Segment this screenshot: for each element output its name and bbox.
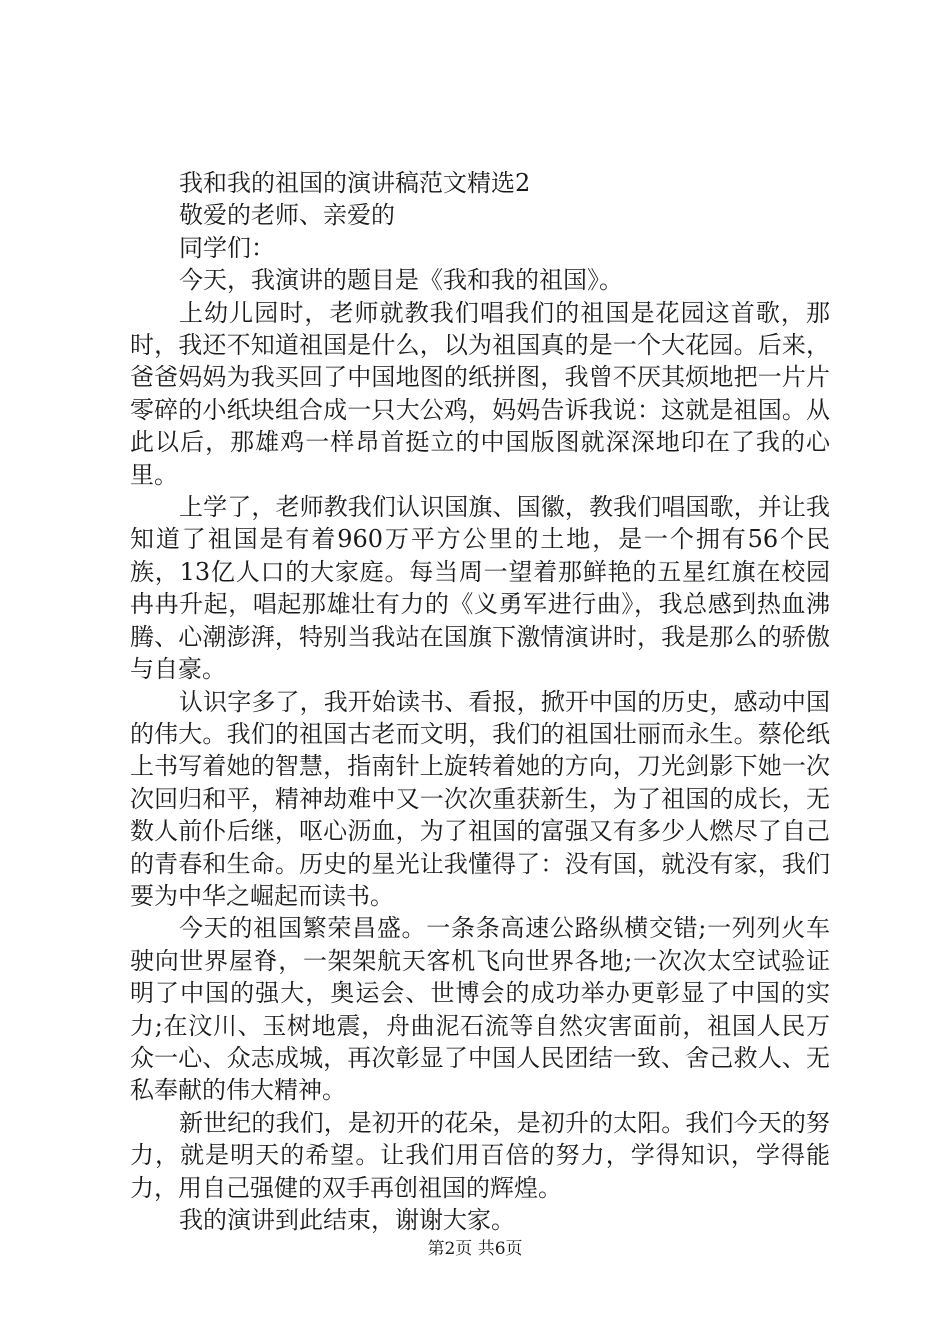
document-body [130, 167, 830, 1236]
page-number-footer: 第2页 共6页 [427, 1239, 523, 1259]
paragraph-school: 上学了，老师教我们认识国旗、国徽，教我们唱国歌，并让我知道了祖国是有着960万平方公里的土地，是一个拥有56个民族，13亿人口的大家庭。每当周一望着那鲜艳的五星红旗在校园冉冉升起，唱起那雄壮有力的《义勇军进行曲》，我总感到热血沸腾、心潮澎湃，特别当我站在国旗下激情演讲时，我是那么的骄傲与自豪。 [130, 493, 830, 684]
intro-line: 今天，我演讲的题目是《我和我的祖国》。 [179, 266, 623, 295]
document-title: 我和我的祖国的演讲稿范文精选2 [179, 169, 531, 197]
paragraph-kindergarten: 上幼儿园时，老师就教我们唱我们的祖国是花园这首歌，那时，我还不知道祖国是什么，以为祖国真的是一个大花园。后来，爸爸妈妈为我买回了中国地图的纸拼图，我曾不厌其烦地把一片片零碎的小纸块组合成一只大公鸡，妈妈告诉我说：这就是祖国。从此以后，那雄鸡一样昂首挺立的中国版图就深深地印在了我的心里。 [130, 298, 830, 489]
paragraph-today: 今天的祖国繁荣昌盛。一条条高速公路纵横交错;一列列火车驶向世界屋脊，一架架航天客机飞向世界各地;一次次太空试验证明了中国的强大，奥运会、世博会的成功举办更彰显了中国的实力;在汶川、玉树地震，舟曲泥石流等自然灾害面前，祖国人民万众一心、众志成城，再次彰显了中国人民团结一致、舍己救人、无私奉献的伟大精神。 [130, 914, 830, 1105]
paragraph-new-century: 新世纪的我们，是初开的花朵，是初升的太阳。我们今天的努力，就是明天的希望。让我们用百倍的努力，学得知识，学得能力，用自己强健的双手再创祖国的辉煌。 [130, 1108, 830, 1202]
paragraph-history: 认识字多了，我开始读书、看报，掀开中国的历史，感动中国的伟大。我们的祖国古老而文明，我们的祖国壮丽而永生。蔡伦纸上书写着她的智慧，指南针上旋转着她的方向，刀光剑影下她一次次回归和平，精神劫难中又一次次重获新生，为了祖国的成长，无数人前仆后继，呕心沥血，为了祖国的富强又有多少人燃尽了自己的青春和生命。历史的星光让我懂得了：没有国，就没有家，我们要为中华之崛起而读书。 [130, 687, 830, 910]
closing-line: 我的演讲到此结束，谢谢大家。 [179, 1206, 515, 1234]
salutation-line-2: 同学们： [179, 233, 275, 262]
salutation-line-1: 敬爱的老师、亲爱的 [179, 201, 395, 230]
